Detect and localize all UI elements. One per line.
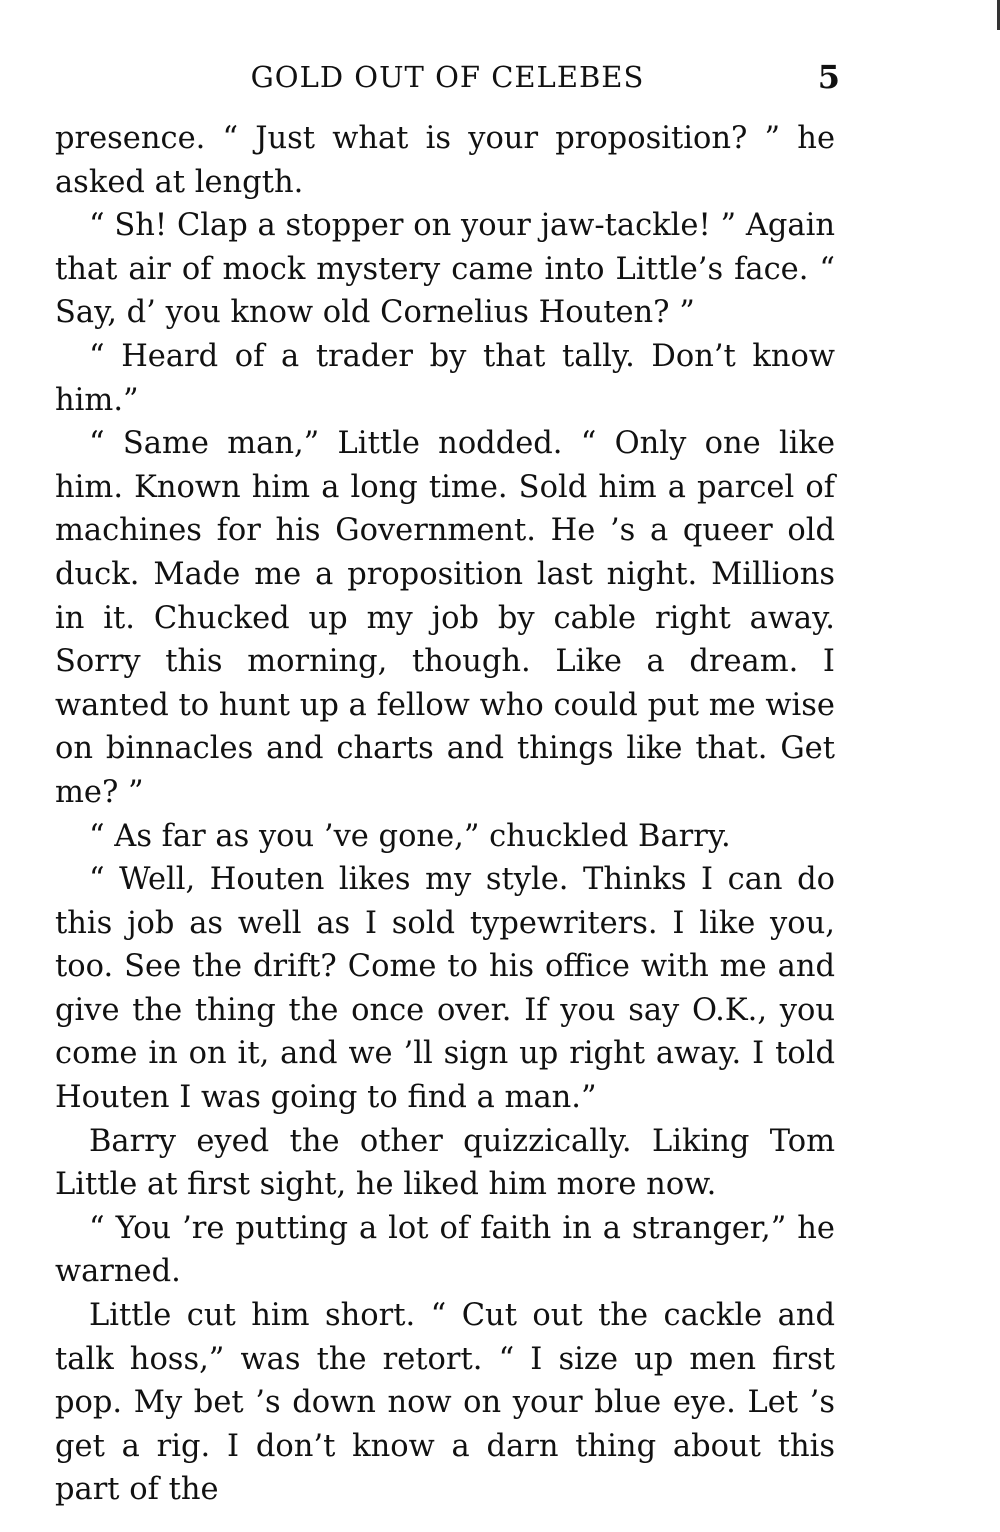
paragraph: “ You ’re putting a lot of faith in a stranger,” he warned.	[55, 1210, 835, 1290]
paragraph: Little cut him short. “ Cut out the cackle and talk hoss,” was the retort. “ I size up men first pop. My bet ’s down now on your blue eye. Let ’s get a rig. I don’t know a darn thing about this part of the	[55, 1298, 835, 1508]
paragraph: “ Same man,” Little nodded. “ Only one like him. Known him a long time. Sold him a parcel of machines for his Government. He ’s a queer old duck. Made me a proposition last night. Millions in it. Chucked up my job by cable right away. Sorry this morning, though. Like a dream. I wanted to hunt up a fellow who could put me wise on binnacles and charts and things like that. Get me? ”	[55, 426, 835, 810]
paragraph: Barry eyed the other quizzically. Liking Tom Little at first sight, he liked him more now.	[55, 1123, 835, 1203]
page-header	[55, 52, 840, 104]
page-number: 5	[817, 58, 840, 96]
running-title: GOLD OUT OF CELEBES	[250, 60, 645, 94]
paragraph: “ Sh! Clap a stopper on your jaw-tackle! ” Again that air of mock mystery came into Little’s face. “ Say, d’ you know old Cornelius Houten? ”	[55, 208, 835, 331]
paragraph: presence. “ Just what is your proposition? ” he asked at length.	[55, 121, 835, 200]
body-text	[55, 117, 835, 1512]
paragraph: “ Well, Houten likes my style. Thinks I can do this job as well as I sold typewriters. I like you, too. See the drift? Come to his office with me and give the thing the once over. If you say O.K., you come in on it, and we ’ll sign up right away. I told Houten I was going to find a man.”	[55, 862, 835, 1116]
paragraph: “ Heard of a trader by that tally. Don’t know him.”	[55, 338, 835, 418]
paragraph: “ As far as you ’ve gone,” chuckled Barry.	[89, 818, 731, 854]
